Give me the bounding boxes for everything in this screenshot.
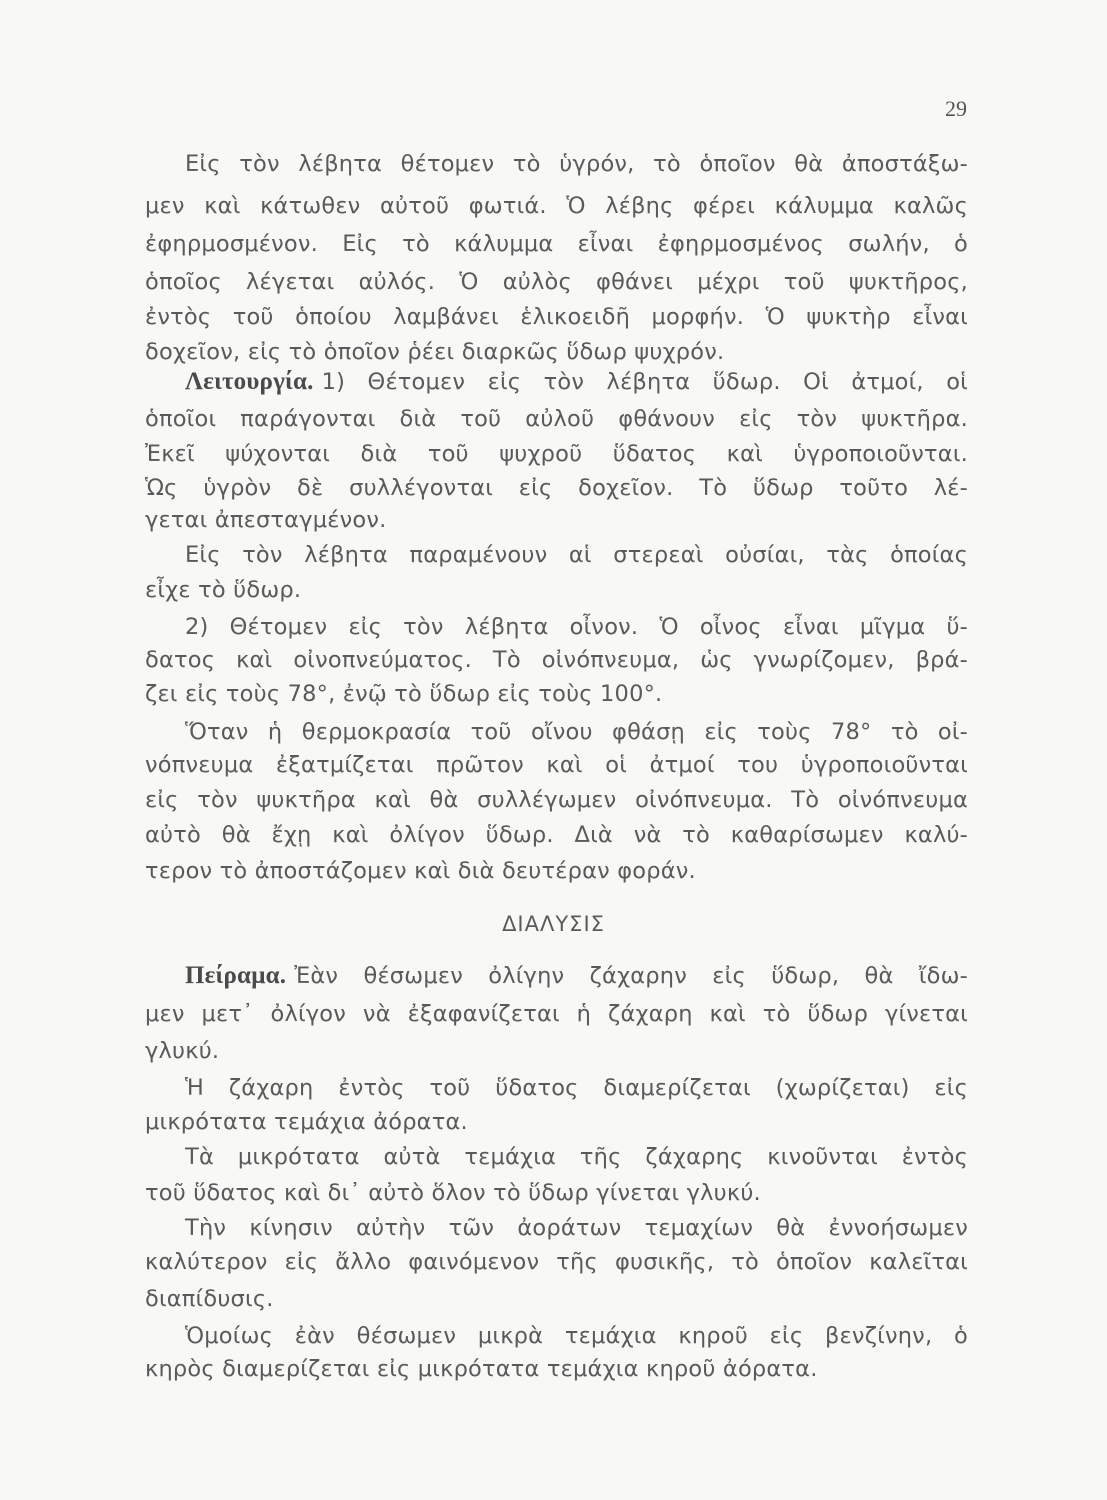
text-line: Ὡς ὑγρὸν δὲ συλλέγονται εἰς δοχεῖον. Τὸ ὕδωρ τοῦτο λέ- bbox=[145, 475, 968, 501]
text-line: Ἡ ζάχαρη ἐντὸς τοῦ ὕδατος διαμερίζεται (χωρίζεται) εἰς bbox=[185, 1075, 968, 1101]
text-line: Ὅταν ἡ θερμοκρασία τοῦ οἴνου φθάσῃ εἰς τοὺς 78° τὸ οἰ- bbox=[185, 719, 968, 745]
text-line: ὁποῖος λέγεται αὐλός. Ὁ αὐλὸς φθάνει μέχρι τοῦ ψυκτῆρος, bbox=[145, 269, 968, 295]
text-line: κηρὸς διαμερίζεται εἰς μικρότατα τεμάχια κηροῦ ἀόρατα. bbox=[145, 1356, 818, 1382]
text-line: διαπίδυσις. bbox=[145, 1286, 274, 1312]
text-line: εἰς τὸν ψυκτῆρα καὶ θὰ συλλέγωμεν οἰνόπνευμα. Τὸ οἰνόπνευμα bbox=[145, 787, 968, 813]
text-line: καλύτερον εἰς ἄλλο φαινόμενον τῆς φυσικῆς, τὸ ὁποῖον καλεῖται bbox=[145, 1249, 968, 1275]
text-line: μεν μετ᾽ ὀλίγον νὰ ἐξαφανίζεται ἡ ζάχαρη καὶ τὸ ὕδωρ γίνεται bbox=[145, 1001, 968, 1027]
text-line: αὐτὸ θὰ ἔχῃ καὶ ὀλίγον ὕδωρ. Διὰ νὰ τὸ καθαρίσωμεν καλύ- bbox=[145, 822, 968, 848]
section-heading: ΔΙΑΛΥΣΙΣ bbox=[502, 912, 605, 936]
text-line: δατος καὶ οἰνοπνεύματος. Τὸ οἰνόπνευμα, ὡς γνωρίζομεν, βρά- bbox=[145, 647, 968, 673]
text-line: ἐντὸς τοῦ ὁποίου λαμβάνει ἑλικοειδῆ μορφήν. Ὁ ψυκτὴρ εἶναι bbox=[145, 304, 968, 330]
text-line bbox=[185, 368, 968, 396]
text-line: ἐφηρμοσμένον. Εἰς τὸ κάλυμμα εἶναι ἐφηρμοσμένος σωλήν, ὁ bbox=[145, 231, 968, 257]
text-line: Τὰ μικρότατα αὐτὰ τεμάχια τῆς ζάχαρης κινοῦνται ἐντὸς bbox=[185, 1144, 968, 1170]
text-line: γεται ἀπεσταγμένον. bbox=[145, 507, 387, 533]
text-line: Ἐκεῖ ψύχονται διὰ τοῦ ψυχροῦ ὕδατος καὶ ὑγροποιοῦνται. bbox=[145, 441, 968, 467]
text-line: μικρότατα τεμάχια ἀόρατα. bbox=[145, 1109, 468, 1135]
text-line: Εἰς τὸν λέβητα θέτομεν τὸ ὑγρόν, τὸ ὁποῖον θὰ ἀποστάξω- bbox=[185, 151, 968, 177]
text-line: δοχεῖον, εἰς τὸ ὁποῖον ῥέει διαρκῶς ὕδωρ ψυχρόν. bbox=[145, 339, 725, 365]
text-line: τοῦ ὕδατος καὶ δι᾽ αὐτὸ ὅλον τὸ ὕδωρ γίνεται γλυκύ. bbox=[145, 1180, 761, 1206]
text-line: 2) Θέτομεν εἰς τὸν λέβητα οἶνον. Ὁ οἶνος εἶναι μῖγμα ὕ- bbox=[185, 614, 968, 640]
paragraph-lead-leitourgia: Λειτουργία. bbox=[185, 368, 314, 395]
text-line: τερον τὸ ἀποστάζομεν καὶ διὰ δευτέραν φοράν. bbox=[145, 858, 696, 884]
text-line-content: 1) Θέτομεν εἰς τὸν λέβητα ὕδωρ. Οἱ ἀτμοί, οἱ bbox=[321, 369, 968, 395]
text-line: νόπνευμα ἐξατμίζεται πρῶτον καὶ οἱ ἀτμοί του ὑγροποιοῦνται bbox=[145, 752, 968, 778]
text-line: εἶχε τὸ ὕδωρ. bbox=[145, 577, 302, 603]
text-line: γλυκύ. bbox=[145, 1038, 220, 1064]
text-line: ὁποῖοι παράγονται διὰ τοῦ αὐλοῦ φθάνουν εἰς τὸν ψυκτῆρα. bbox=[145, 406, 968, 432]
text-line: ζει εἰς τοὺς 78°, ἐνῷ τὸ ὕδωρ εἰς τοὺς 100°. bbox=[145, 681, 663, 707]
text-line: Τὴν κίνησιν αὐτὴν τῶν ἀοράτων τεμαχίων θὰ ἐννοήσωμεν bbox=[185, 1215, 968, 1241]
paragraph-lead-peirama: Πείραμα. bbox=[185, 962, 287, 989]
text-line bbox=[185, 962, 968, 990]
text-line: Εἰς τὸν λέβητα παραμένουν αἱ στερεαὶ οὐσίαι, τὰς ὁποίας bbox=[185, 542, 968, 568]
text-line: μεν καὶ κάτωθεν αὐτοῦ φωτιά. Ὁ λέβης φέρει κάλυμμα καλῶς bbox=[145, 193, 968, 219]
text-line-content: Ἐὰν θέσωμεν ὀλίγην ζάχαρην εἰς ὕδωρ, θὰ ἴδω- bbox=[294, 963, 968, 989]
page-number: 29 bbox=[945, 96, 967, 121]
text-line: Ὁμοίως ἐὰν θέσωμεν μικρὰ τεμάχια κηροῦ εἰς βενζίνην, ὁ bbox=[185, 1323, 968, 1349]
